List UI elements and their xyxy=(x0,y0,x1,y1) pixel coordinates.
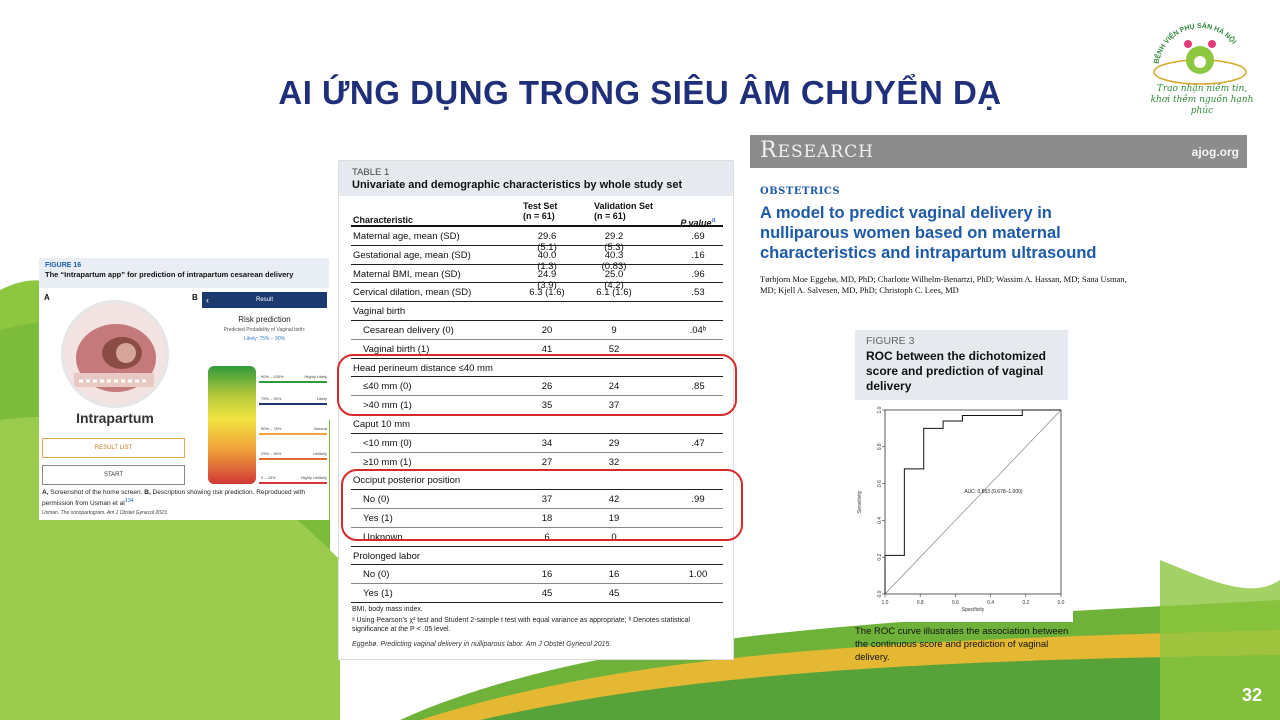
result-list-button[interactable]: RESULT LIST xyxy=(42,438,185,458)
table-row xyxy=(351,565,723,584)
cell-characteristic: Yes (1) xyxy=(363,588,393,600)
cell-validation-set: 42 xyxy=(608,494,620,506)
panel-a-label: A xyxy=(44,293,50,302)
table-row xyxy=(351,547,723,566)
cell-validation-set: 40.3 (0.83) xyxy=(601,249,627,272)
y-tick-label: 0.4 xyxy=(877,516,883,524)
caption-a: A, xyxy=(42,489,49,496)
uterus-illustration xyxy=(61,300,169,408)
cell-characteristic: Vaginal birth (1) xyxy=(363,343,430,355)
risk-subtitle: Predicted Probability of Vaginal birth: xyxy=(223,327,306,333)
cell-characteristic: >40 mm (1) xyxy=(363,400,412,412)
cell-p-value: .47 xyxy=(691,437,705,449)
cell-characteristic: ≥10 mm (1) xyxy=(363,456,412,468)
risk-level-row: 25% – 50% Unlikely xyxy=(259,451,327,461)
table-row xyxy=(351,283,723,302)
cell-test-set: 6 xyxy=(544,531,550,543)
cell-p-value: .96 xyxy=(691,268,705,280)
table1-title: Univariate and demographic characteristics by whole study set xyxy=(352,179,683,191)
risk-level-row: 90% – 100% Highly Likely xyxy=(259,374,327,384)
back-chevron-icon[interactable]: ‹ xyxy=(206,295,209,305)
cell-validation-set: 24 xyxy=(608,381,620,393)
caption-text-2: Description showing risk prediction. Reproduced with permission from Usman et al xyxy=(42,489,306,508)
cell-test-set: 37 xyxy=(541,494,553,506)
cell-characteristic: Gestational age, mean (SD) xyxy=(353,249,471,261)
table-row xyxy=(351,415,723,434)
risk-level-row: 50% – 75% Neutral xyxy=(259,426,327,436)
risk-level-row: 0 – 25% Highly Unlikely xyxy=(259,475,327,485)
cell-test-set: 41 xyxy=(541,343,553,355)
y-axis-label: Sensitivity xyxy=(857,490,863,514)
cell-test-set: 27 xyxy=(541,456,553,468)
figure3-label: FIGURE 3 xyxy=(866,335,915,347)
cell-validation-set: 19 xyxy=(608,512,620,524)
cell-characteristic: Maternal BMI, mean (SD) xyxy=(353,268,461,280)
table-row xyxy=(351,246,723,272)
cell-test-set: 24.9 (3.9) xyxy=(537,268,557,291)
cell-test-set: 18 xyxy=(541,512,553,524)
cell-test-set: 45 xyxy=(541,588,553,600)
article-section: OBSTETRICS xyxy=(760,186,841,197)
x-tick-label: 1.0 xyxy=(881,600,889,606)
cell-characteristic: Unknown xyxy=(363,531,403,543)
col-characteristic: Characteristic xyxy=(353,215,414,225)
figure16-label: FIGURE 16 xyxy=(45,262,82,269)
x-tick-label: 0.2 xyxy=(1022,600,1030,606)
research-word: RESEARCH xyxy=(760,138,874,163)
cell-validation-set: 25.0 (4.2) xyxy=(604,268,624,291)
caption-b: B, xyxy=(144,489,151,496)
cell-test-set: 26 xyxy=(541,381,553,393)
roc-chart xyxy=(853,404,1073,622)
cell-characteristic: Head perineum distance ≤40 mm xyxy=(353,362,493,374)
col-test-set: Test Set (n = 61) xyxy=(523,201,558,221)
cell-p-value: .85 xyxy=(691,381,705,393)
cell-p-value: .53 xyxy=(691,287,705,299)
risk-level-row: 75% – 90% Likely xyxy=(259,396,327,406)
y-tick-label: 1.0 xyxy=(877,406,883,414)
table-header-row xyxy=(351,199,723,227)
cell-p-value: .16 xyxy=(691,249,705,261)
highlight-oval-occiput xyxy=(341,469,743,541)
article-authors: Tørbjorn Moe Eggebø, MD, PhD; Charlotte Wilhelm-Benartzi, PhD; Wassim A. Hassan, MD; Sana Usman, MD; Kjell A. Salvesen, MD, PhD; Christoph C. Lees, MD xyxy=(760,274,1127,295)
cell-characteristic: No (0) xyxy=(363,569,390,581)
cell-test-set: 6.3 (1.6) xyxy=(529,287,565,299)
x-axis-label: Specificity xyxy=(961,607,985,613)
cell-test-set: 16 xyxy=(541,569,553,581)
cell-test-set: 20 xyxy=(541,324,553,336)
table1-source: Eggebø. Predicting vaginal delivery in nulliparous labor. Am J Obstet Gynecol 2015. xyxy=(352,641,612,648)
cell-validation-set: 29 xyxy=(608,437,620,449)
figure3-header xyxy=(855,330,1068,400)
x-tick-label: 0.8 xyxy=(916,600,924,606)
table-row xyxy=(351,265,723,291)
cell-validation-set: 6.1 (1.6) xyxy=(596,287,632,299)
x-tick-label: 0.0 xyxy=(1057,600,1065,606)
table-row xyxy=(351,321,723,340)
figure3-caption: The ROC curve illustrates the association between the continuous score and prediction of vaginal delivery. xyxy=(855,626,1069,663)
cell-characteristic: Yes (1) xyxy=(363,512,393,524)
caption-text-1: Screenshot of the home screen. xyxy=(48,489,145,496)
col-p-value: P value$^a$ xyxy=(680,215,716,228)
auc-annotation: AUC: 0.853 (0.678–1.000) xyxy=(964,488,1023,495)
figure16-source: Usman. The sonopartogram. Am J Obstet Gynecol 2023. xyxy=(42,510,168,516)
logo-slogan xyxy=(1138,84,1266,117)
cell-test-set: 29.6 (5.1) xyxy=(537,231,557,253)
cell-p-value: 1.00 xyxy=(688,569,708,581)
y-tick-label: 0.0 xyxy=(877,590,883,598)
cell-validation-set: 9 xyxy=(611,324,617,336)
journal-site[interactable]: ajog.org xyxy=(1191,145,1239,159)
risk-likely: Likely: 75% – 90% xyxy=(243,336,286,342)
table1-label: TABLE 1 xyxy=(352,167,390,178)
y-tick-label: 0.6 xyxy=(877,480,883,488)
slide-title: AI ỨNG DỤNG TRONG SIÊU ÂM CHUYỂN DẠ xyxy=(278,74,1002,111)
col-validation-set: Validation Set (n = 61) xyxy=(594,201,654,221)
cell-characteristic: ≤40 mm (0) xyxy=(363,381,412,393)
app-name: Intrapartum xyxy=(76,410,154,426)
cell-validation-set: 32 xyxy=(608,456,620,468)
risk-gradient-bar xyxy=(208,366,256,484)
table-row xyxy=(351,302,723,321)
figure16-panel xyxy=(39,258,329,520)
y-tick-label: 0.2 xyxy=(877,553,883,561)
table-row xyxy=(351,584,723,603)
panel-b-label: B xyxy=(192,293,198,302)
cell-characteristic: <10 mm (0) xyxy=(363,437,412,449)
result-header-label: Result xyxy=(255,297,273,303)
cell-test-set: 40.0 (1.3) xyxy=(537,249,557,272)
cell-test-set: 34 xyxy=(541,437,553,449)
cell-characteristic: Caput 10 mm xyxy=(353,418,411,430)
risk-title: Risk prediction xyxy=(238,315,291,324)
cell-characteristic: Cervical dilation, mean (SD) xyxy=(353,287,472,299)
cell-p-value: .69 xyxy=(691,231,705,242)
x-tick-label: 0.4 xyxy=(987,600,995,606)
cell-test-set: 35 xyxy=(541,400,553,412)
table-note-a: ᵃ Using Pearson’s χ² test and Student 2-sample t test with equal variance as appropriate; ᵇ Denotes statistical significance at the P < .05 level. xyxy=(352,617,690,633)
cell-p-value: .99 xyxy=(691,494,705,506)
cell-characteristic: Occiput posterior position xyxy=(353,475,461,487)
slogan-line-1: Trao nhận niềm tin, xyxy=(1156,84,1248,94)
figure3-title: ROC between the dichotomized score and prediction of vaginal delivery xyxy=(866,349,1047,393)
research-banner xyxy=(750,135,1247,168)
cell-validation-set: 0 xyxy=(611,531,617,543)
cell-characteristic: No (0) xyxy=(363,494,390,506)
cell-p-value: .04ᵇ xyxy=(689,324,707,336)
cell-validation-set: 16 xyxy=(608,569,620,581)
table-row xyxy=(351,434,723,453)
figure16-header xyxy=(39,258,329,288)
figure16-caption xyxy=(42,489,328,508)
roc-background xyxy=(853,404,1073,622)
figure16-title: The “Intrapartum app” for prediction of intrapartum cesarean delivery xyxy=(45,270,294,279)
x-tick-label: 0.6 xyxy=(951,600,959,606)
cell-validation-set: 52 xyxy=(608,343,620,355)
cell-characteristic: Vaginal birth xyxy=(353,306,406,318)
page-number: 32 xyxy=(1241,685,1262,705)
table1-header xyxy=(339,161,733,196)
logo-arc-text: BỆNH VIỆN PHỤ SẢN HÀ NỘI xyxy=(1153,22,1238,65)
article-title: A model to predict vaginal delivery in nulliparous women based on maternal characteristics and intrapartum ultrasound xyxy=(760,204,1097,262)
table-note-bmi: BMI, body mass index. xyxy=(352,606,423,613)
cell-characteristic: Cesarean delivery (0) xyxy=(363,324,454,336)
cell-validation-set: 29.2 (5.3) xyxy=(604,231,624,253)
result-header-bar xyxy=(202,292,327,308)
slogan-line-2: khơi thêm nguồn hạnh phúc xyxy=(1150,95,1254,116)
cell-characteristic: Prolonged labor xyxy=(353,550,421,562)
cell-validation-set: 37 xyxy=(608,400,620,412)
highlight-oval-head-perineum xyxy=(337,354,737,416)
cell-characteristic: Maternal age, mean (SD) xyxy=(353,231,460,242)
y-tick-label: 0.8 xyxy=(877,443,883,451)
cell-validation-set: 45 xyxy=(608,588,620,600)
start-button[interactable]: START xyxy=(42,465,185,485)
table-row xyxy=(351,227,723,253)
caption-ref: 134 xyxy=(124,498,134,504)
